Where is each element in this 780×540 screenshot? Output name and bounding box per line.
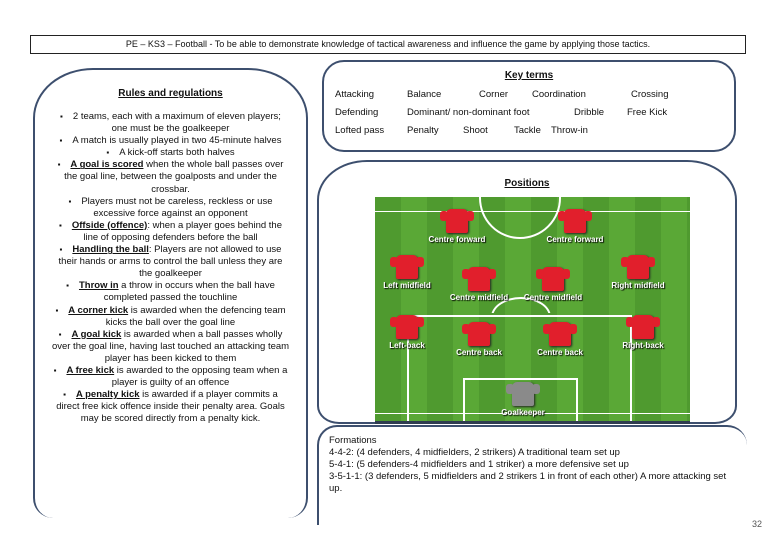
key-term: Throw-in bbox=[551, 125, 588, 136]
shirt-icon bbox=[468, 267, 490, 291]
key-term: Balance bbox=[407, 89, 442, 100]
position-label: Centre back bbox=[456, 348, 502, 357]
rule-text: Players must not be careless, reckless or use excessive force against an opponent bbox=[81, 195, 273, 219]
rule-item bbox=[51, 389, 290, 425]
rule-item bbox=[51, 111, 290, 135]
position-label: Centre back bbox=[537, 348, 583, 357]
position-label: Left-back bbox=[389, 341, 425, 350]
rule-term: A goal is scored bbox=[70, 159, 144, 171]
position-label: Goalkeeper bbox=[501, 408, 545, 417]
shirt-icon bbox=[627, 255, 649, 279]
key-term: Penalty bbox=[407, 125, 439, 136]
rule-text: is awarded to the opposing team when a player is guilty of an offence bbox=[111, 364, 288, 389]
position-label: Centre midfield bbox=[523, 293, 583, 302]
position-label: Right-back bbox=[622, 341, 664, 350]
player-position bbox=[540, 209, 610, 244]
key-term: Free Kick bbox=[627, 107, 668, 118]
formations-title: Formations bbox=[329, 435, 377, 446]
key-term: Crossing bbox=[631, 89, 669, 100]
position-label: Centre forward bbox=[546, 235, 604, 244]
key-term: Shoot bbox=[463, 125, 488, 136]
rule-text: : Players are not allowed to use their hands or arms to control the ball unless they are the goalkeeper bbox=[58, 244, 283, 280]
player-position bbox=[488, 382, 558, 417]
rule-term: A free kick bbox=[66, 364, 115, 376]
key-term: Corner bbox=[479, 89, 509, 100]
rule-term: Throw in bbox=[78, 280, 119, 292]
rule-item bbox=[51, 159, 290, 195]
key-term: Dominant/ non-dominant foot bbox=[407, 107, 530, 118]
shirt-icon bbox=[549, 322, 571, 346]
rule-term: Handling the ball bbox=[72, 244, 149, 256]
key-term: Coordination bbox=[532, 89, 586, 100]
key-term: Dribble bbox=[574, 107, 605, 118]
formation-line: 4-4-2: (4 defenders, 4 midfielders, 2 strikers) A traditional team set up bbox=[329, 447, 620, 458]
position-label: Centre midfield bbox=[449, 293, 509, 302]
shirt-icon bbox=[396, 255, 418, 279]
formation-line: 5-4-1: (5 defenders-4 midfielders and 1 striker) a more defensive set up bbox=[329, 459, 629, 470]
player-position bbox=[518, 267, 588, 302]
rules-panel bbox=[33, 68, 308, 518]
rule-text: when the whole ball passes over the goal line, between the goalposts and under the crossbar. bbox=[64, 159, 284, 195]
player-position bbox=[608, 315, 678, 350]
player-position bbox=[444, 267, 514, 302]
rule-term: Offside (offence) bbox=[71, 219, 148, 231]
rule-term: A corner kick bbox=[68, 304, 129, 316]
rule-text: : when a player goes behind the line of opposing defenders before the ball bbox=[83, 219, 282, 243]
position-label: Centre forward bbox=[428, 235, 486, 244]
rule-item bbox=[51, 365, 290, 389]
rule-item bbox=[51, 329, 290, 365]
player-position bbox=[375, 315, 442, 350]
player-position bbox=[375, 255, 442, 290]
rules-list bbox=[35, 111, 306, 425]
player-position bbox=[444, 322, 514, 357]
shirt-icon bbox=[542, 267, 564, 291]
rule-text: A match is usually played in two 45-minute halves bbox=[72, 135, 282, 147]
rules-title: Rules and regulations bbox=[118, 88, 223, 99]
key-term: Tackle bbox=[514, 125, 541, 136]
position-label: Left midfield bbox=[383, 281, 431, 290]
rule-item bbox=[51, 280, 290, 304]
rule-text: is awarded when a ball passes wholly over the goal line, having last touched an attacking team player has been kicked to them bbox=[51, 328, 290, 364]
shirt-icon bbox=[512, 382, 534, 406]
positions-title: Positions bbox=[504, 178, 550, 189]
key-term: Lofted pass bbox=[335, 125, 385, 136]
player-position bbox=[422, 209, 492, 244]
page-number: 32 bbox=[751, 519, 762, 529]
rule-item bbox=[51, 220, 290, 244]
rule-term: A penalty kick bbox=[75, 389, 140, 401]
rule-text: is awarded if a player commits a direct free kick offence inside their penalty area. Goals may be scored directly from a penalty kick. bbox=[56, 389, 285, 425]
position-label: Right midfield bbox=[611, 281, 665, 290]
page-header: PE – KS3 – Football - To be able to demonstrate knowledge of tactical awareness and influence the game by applying those tactics. bbox=[30, 35, 746, 54]
player-position bbox=[603, 255, 673, 290]
rule-item bbox=[51, 196, 290, 220]
player-position bbox=[525, 322, 595, 357]
shirt-icon bbox=[446, 209, 468, 233]
rule-text: is awarded when the defencing team kicks the ball over the goal line bbox=[105, 304, 286, 328]
rule-text: a throw in occurs when the ball have completed passed the touchline bbox=[103, 280, 275, 304]
rule-text: 2 teams, each with a maximum of eleven players; one must be the goalkeeper bbox=[72, 111, 281, 135]
rule-item bbox=[51, 244, 290, 280]
key-terms-title: Key terms bbox=[504, 70, 554, 81]
key-term: Defending bbox=[335, 107, 379, 118]
shirt-icon bbox=[468, 322, 490, 346]
football-pitch-diagram bbox=[375, 197, 690, 424]
rule-item bbox=[51, 305, 290, 329]
positions-panel bbox=[317, 160, 737, 424]
key-terms-grid bbox=[324, 81, 734, 141]
shirt-icon bbox=[564, 209, 586, 233]
rule-text: A kick-off starts both halves bbox=[119, 147, 235, 159]
formations-panel bbox=[317, 425, 747, 525]
rule-item bbox=[51, 147, 290, 159]
rule-term: A goal kick bbox=[71, 328, 122, 340]
formation-line: 3-5-1-1: (3 defenders, 5 midfielders and 2 strikers 1 in front of each other) A more attacking set up. bbox=[329, 471, 727, 494]
shirt-icon bbox=[632, 315, 654, 339]
shirt-icon bbox=[396, 315, 418, 339]
rule-item bbox=[51, 135, 290, 147]
key-term: Attacking bbox=[335, 89, 375, 100]
key-terms-panel bbox=[322, 60, 736, 152]
